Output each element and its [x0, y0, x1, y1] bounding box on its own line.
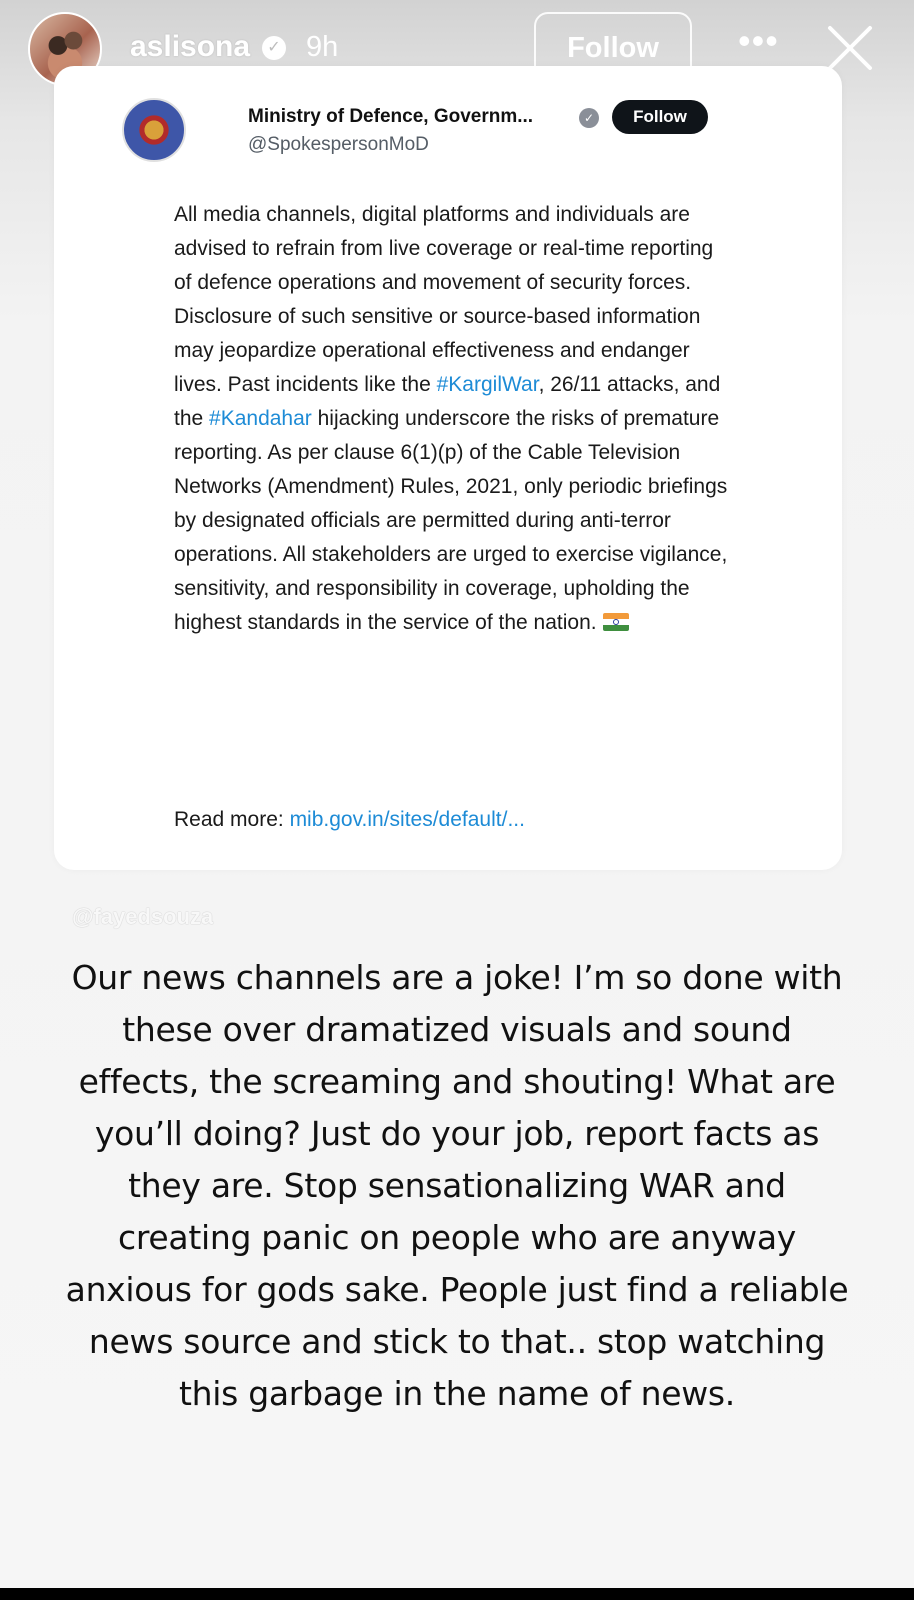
story-caption: Our news channels are a joke! I’m so done with these over dramatized visuals and sound effects, the screaming and shouting! What are you’ll doing? Just do your job, report facts as they are. Stop sensationalizing WAR and creating panic on people who are anyway anxious for gods sake. People just find a reliable news source and stick to that.. stop watching this garbage in the name of news.	[65, 958, 849, 1413]
tweet-body-text: , 26/11 attacks, and the	[174, 373, 721, 430]
read-more	[174, 808, 525, 832]
read-more-link: mib.gov.in/sites/default/...	[289, 808, 525, 831]
watermark: @fayedsouza	[72, 904, 214, 929]
hashtag-kargilwar: #KargilWar	[436, 373, 539, 396]
more-options-icon[interactable]: •••	[738, 20, 779, 61]
tweet-body	[174, 198, 734, 640]
story-timestamp: 9h	[306, 31, 339, 63]
tweet-verified-icon: ✓	[579, 108, 599, 128]
bottom-bar	[0, 1588, 914, 1600]
follow-button[interactable]: Follow	[534, 12, 692, 84]
tweet-body-text: All media channels, digital platforms and individuals are advised to refrain from live coverage or real-time reporting of defence operations and movement of security forces. Disclosure of such sensitive or source-based information may jeopardize operational effectiveness and endanger lives. Past incidents like the	[174, 203, 714, 396]
tweet-follow-button: Follow	[612, 100, 708, 134]
verified-badge-icon: ✓	[262, 36, 286, 60]
read-more-label: Read more:	[174, 808, 290, 831]
ministry-emblem-icon	[122, 98, 186, 162]
tweet-account-name: Ministry of Defence, Governm...	[248, 106, 534, 127]
story-username[interactable]: aslisona	[130, 30, 251, 63]
india-flag-icon	[603, 613, 629, 631]
hashtag-kandahar: #Kandahar	[209, 407, 312, 430]
tweet-handle: @SpokespersonMoD	[248, 134, 429, 155]
tweet-body-text: hijacking underscore the risks of premature reporting. As per clause 6(1)(p) of the Cable Television Networks (Amendment) Rules, 2021, only periodic briefings by designated officials are permitted during anti-terror operations. All stakeholders are urged to exercise vigilance, sensitivity, and responsibility in coverage, upholding the highest standards in the service of the nation.	[174, 407, 728, 634]
close-icon[interactable]	[826, 24, 874, 72]
